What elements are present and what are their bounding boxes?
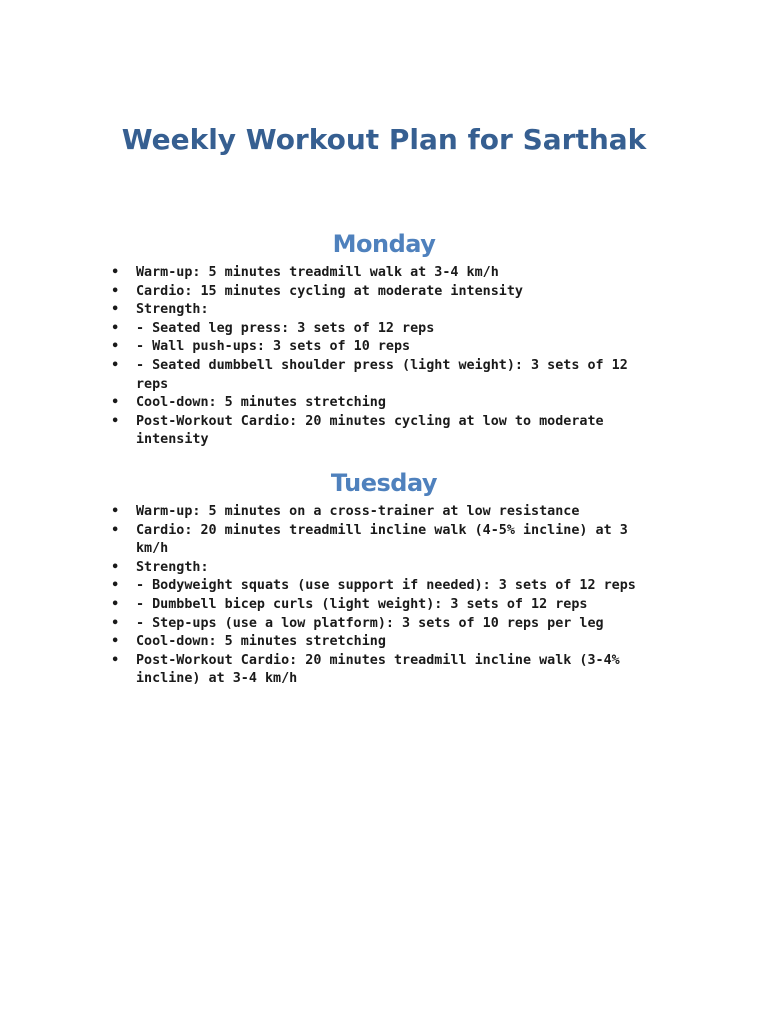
bullet-icon: • bbox=[111, 504, 120, 519]
list-item-text: - Step-ups (use a low platform): 3 sets of 10 reps per leg bbox=[136, 615, 604, 631]
list-item bbox=[0, 357, 656, 394]
list-item bbox=[0, 338, 656, 357]
bullet-icon: • bbox=[111, 395, 120, 411]
tuesday-exercise-list bbox=[0, 503, 768, 689]
list-item-text: - Seated dumbbell shoulder press (light weight): 3 sets of 12 reps bbox=[136, 357, 628, 392]
list-item-text: - Wall push-ups: 3 sets of 10 reps bbox=[136, 339, 411, 355]
list-item-text: Warm-up: 5 minutes treadmill walk at 3-4 km/h bbox=[136, 265, 499, 280]
list-item bbox=[0, 577, 656, 596]
bullet-icon: • bbox=[111, 320, 120, 336]
list-item-text: Warm-up: 5 minutes on a cross-trainer at low resistance bbox=[136, 504, 580, 519]
bullet-icon: • bbox=[111, 578, 120, 594]
list-item bbox=[0, 652, 656, 689]
bullet-icon: • bbox=[111, 283, 120, 299]
list-item bbox=[0, 413, 656, 450]
list-item-text: - Seated leg press: 3 sets of 12 reps bbox=[136, 320, 435, 336]
bullet-icon: • bbox=[111, 559, 120, 575]
bullet-icon: • bbox=[111, 265, 120, 280]
list-item-text: Cardio: 15 minutes cycling at moderate intensity bbox=[136, 283, 523, 299]
list-item bbox=[0, 283, 656, 302]
bullet-icon: • bbox=[111, 652, 120, 668]
list-item-text: - Dumbbell bicep curls (light weight): 3 sets of 12 reps bbox=[136, 596, 588, 612]
list-item-text: Strength: bbox=[136, 559, 209, 575]
monday-exercise-list bbox=[0, 264, 768, 450]
list-item-text: - Bodyweight squats (use support if needed): 3 sets of 12 reps bbox=[136, 578, 636, 594]
bullet-icon: • bbox=[111, 339, 120, 355]
list-item bbox=[0, 301, 656, 320]
bullet-icon: • bbox=[111, 522, 120, 538]
bullet-icon: • bbox=[111, 615, 120, 631]
bullet-icon: • bbox=[111, 413, 120, 429]
bullet-icon: • bbox=[111, 357, 120, 373]
list-item-text: Cool-down: 5 minutes stretching bbox=[136, 395, 386, 411]
list-item bbox=[0, 559, 656, 578]
list-item-text: Post-Workout Cardio: 20 minutes cycling at low to moderate intensity bbox=[136, 413, 604, 448]
list-item-text: Cardio: 20 minutes treadmill incline walk (4-5% incline) at 3 km/h bbox=[136, 522, 628, 557]
list-item bbox=[0, 633, 656, 652]
bullet-icon: • bbox=[111, 634, 120, 650]
list-item bbox=[0, 522, 656, 559]
bullet-icon: • bbox=[111, 302, 120, 318]
list-item bbox=[0, 394, 656, 413]
list-item bbox=[0, 503, 656, 522]
list-item-text: Cool-down: 5 minutes stretching bbox=[136, 634, 386, 650]
page-title: Weekly Workout Plan for Sarthak bbox=[121, 123, 647, 156]
list-item bbox=[0, 615, 656, 634]
day-heading-monday: Monday bbox=[332, 230, 436, 258]
list-item bbox=[0, 596, 656, 615]
day-heading-tuesday: Tuesday bbox=[330, 469, 438, 497]
list-item bbox=[0, 264, 656, 283]
list-item-text: Strength: bbox=[136, 302, 209, 318]
bullet-icon: • bbox=[111, 596, 120, 612]
list-item bbox=[0, 320, 656, 339]
list-item-text: Post-Workout Cardio: 20 minutes treadmill incline walk (3-4% incline) at 3-4 km/h bbox=[136, 652, 620, 687]
